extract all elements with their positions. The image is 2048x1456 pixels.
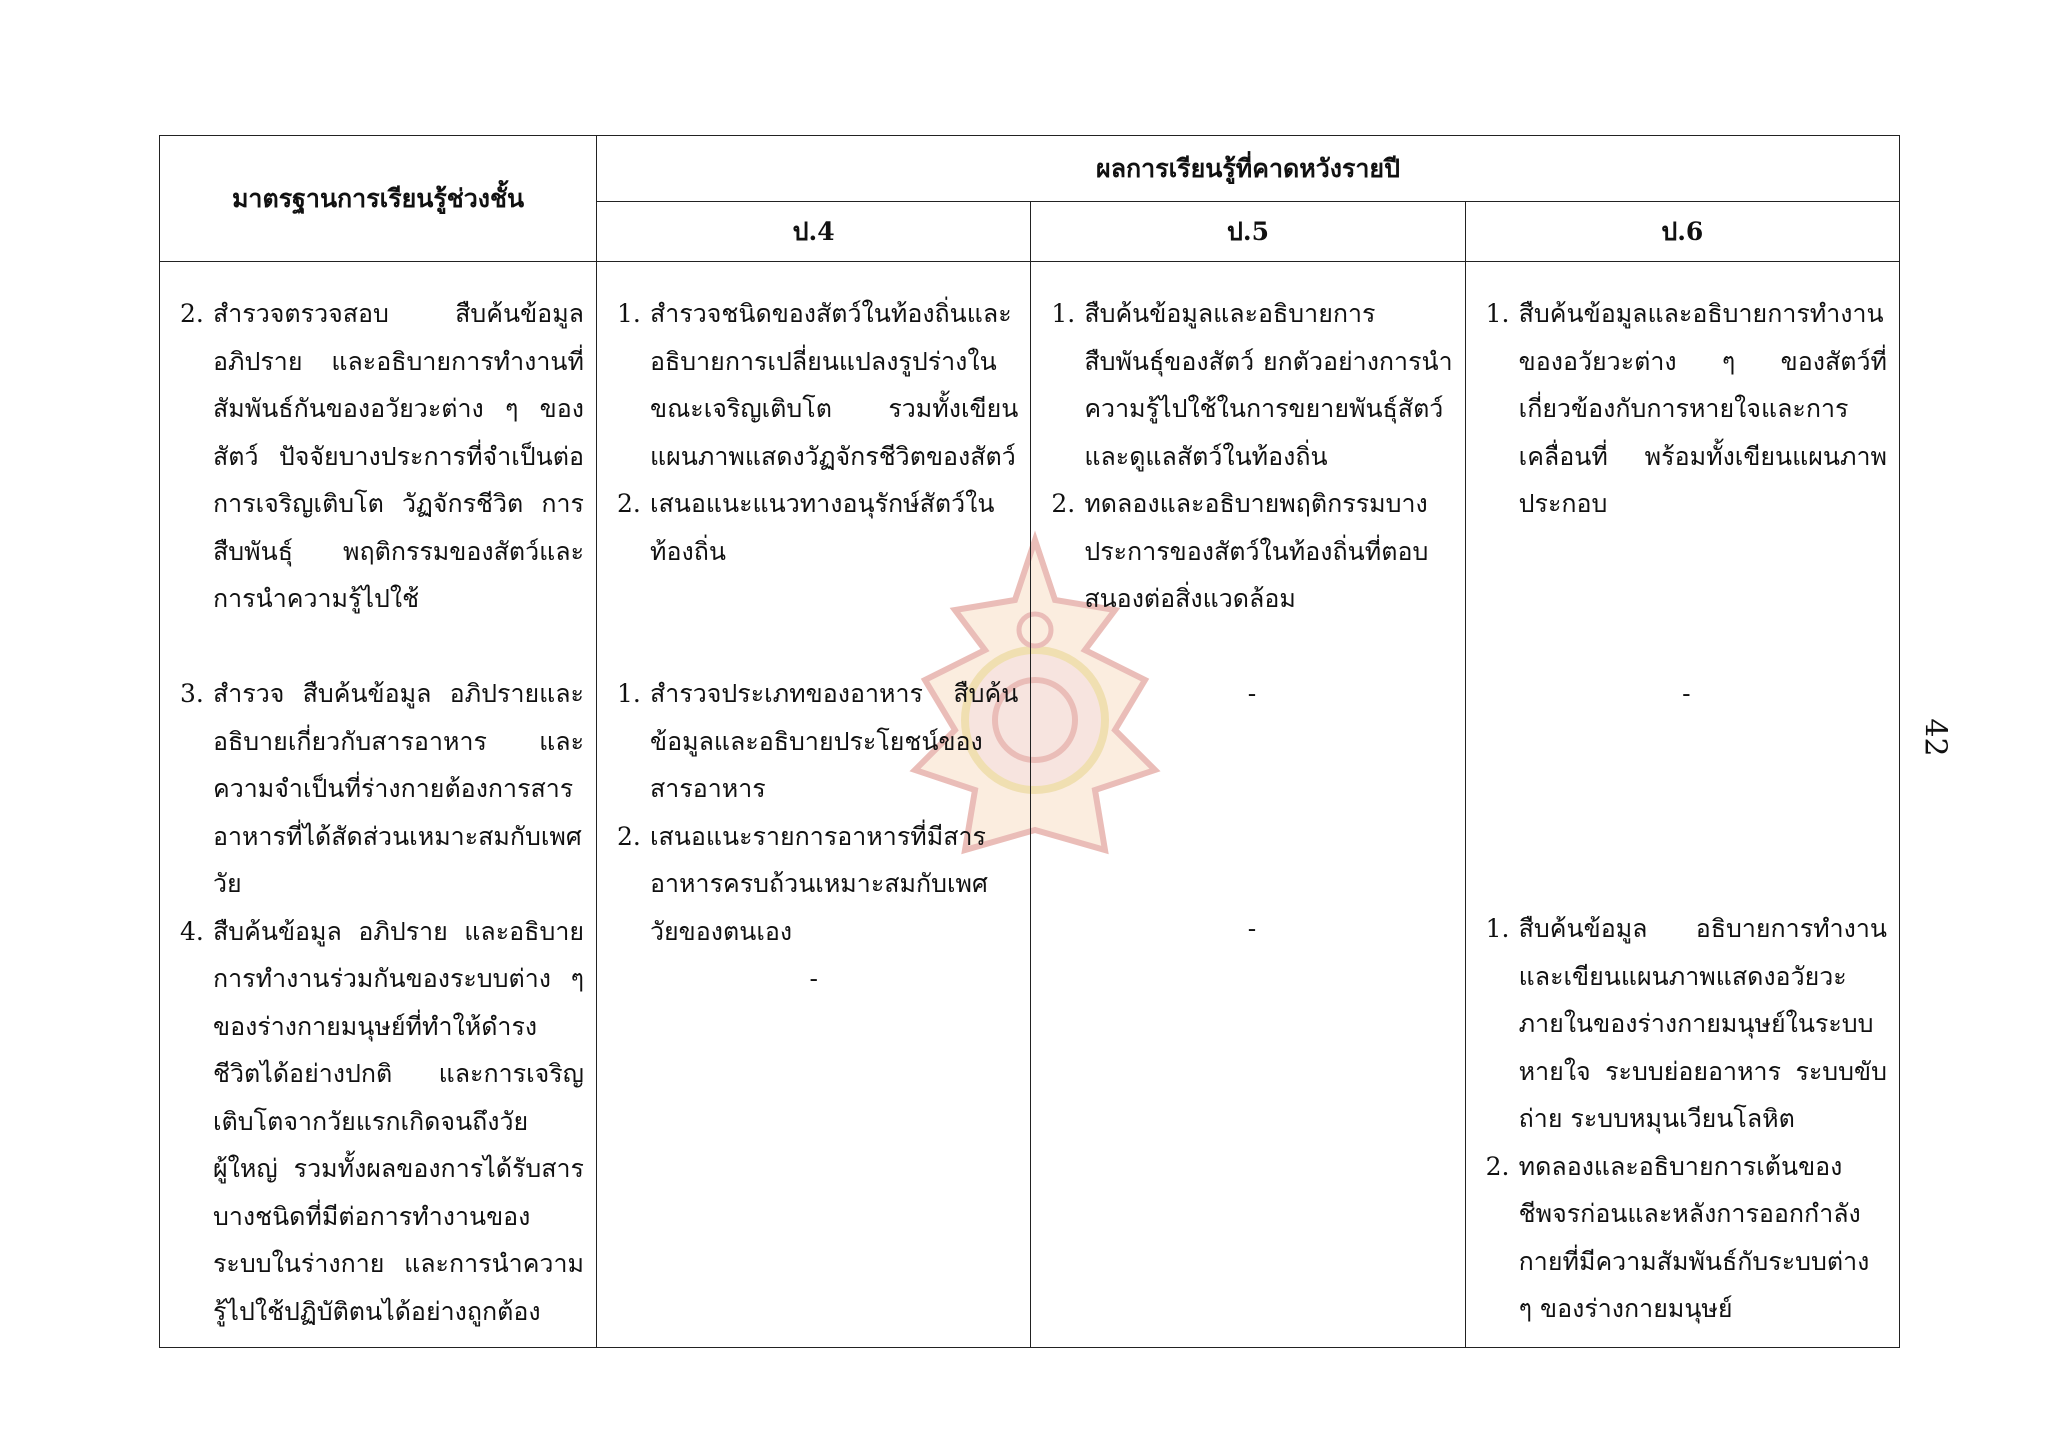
header-row-1 xyxy=(160,136,1900,202)
grade4-cell xyxy=(597,262,1031,1348)
item-text: สืบค้นข้อมูล อภิปราย และอธิบายการทำงานร่วมกันของระบบต่าง ๆ ของร่างกายมนุษย์ที่ทำให้ดำรงชีวิตได้อย่างปกติ และการเจริญเติบโตจากวัยแรกเกิดจนถึงวัยผู้ใหญ่ รวมทั้งผลของการได้รับสารบางชนิดที่มีต่อการทำงานของระบบในร่างกาย และการนำความรู้ไปใช้ปฏิบัติตนได้อย่างถูกต้อง xyxy=(213,916,584,1326)
item-text: สืบค้นข้อมูลและอธิบายการทำงานของอวัยวะต่าง ๆ ของสัตว์ที่เกี่ยวข้องกับการหายใจและการเคลื่อนที่ พร้อมทั้งเขียนแผนภาพประกอบ xyxy=(1518,299,1887,518)
item-number: 1. xyxy=(1051,299,1076,328)
item-number: 1. xyxy=(1485,914,1510,943)
p4-row-4-dash: - xyxy=(809,964,818,993)
page-number: 42 xyxy=(1917,718,1953,757)
item-number: 4. xyxy=(180,916,204,946)
item-text: สืบค้นข้อมูล อธิบายการทำงาน และเขียนแผนภาพแสดงอวัยวะภายในของร่างกายมนุษย์ในระบบหายใจ ระบบย่อยอาหาร ระบบขับถ่าย ระบบหมุนเวียนโลหิต xyxy=(1518,914,1887,1133)
curriculum-table xyxy=(159,135,1900,1348)
p5-row-3-dash: - xyxy=(1247,679,1257,708)
item-number: 2. xyxy=(1051,489,1076,518)
item-number: 1. xyxy=(1485,299,1510,328)
item-number: 2. xyxy=(617,489,641,518)
p6-row-2 xyxy=(1486,290,1887,670)
item-text: เสนอแนะรายการอาหารที่มีสารอาหารครบถ้วนเหมาะสมกับเพศ วัยของตนเอง xyxy=(650,821,988,946)
grade5-cell xyxy=(1031,262,1465,1348)
grade6-cell xyxy=(1465,262,1899,1348)
p4-row-3 xyxy=(617,670,1018,955)
p6-row-4 xyxy=(1486,905,1887,1333)
standard-item-3 xyxy=(180,670,584,908)
p4-row-2 xyxy=(617,290,1018,670)
item-text: ทดลองและอธิบายการเต้นของชีพจรก่อนและหลังการออกกำลังกายที่มีความสัมพันธ์กับระบบต่าง ๆ ของร่างกายมนุษย์ xyxy=(1518,1151,1870,1323)
grade4-header: ป.4 xyxy=(597,202,1031,262)
item-number: 2. xyxy=(180,299,204,328)
item-text: สำรวจตรวจสอบ สืบค้นข้อมูล อภิปราย และอธิบายการทำงานที่สัมพันธ์กันของอวัยวะต่าง ๆ ของสัตว์ ปัจจัยบางประการที่จำเป็นต่อการเจริญเติบโต วัฏจักรชีวิต การสืบพันธุ์ พฤติกรรมของสัตว์และการนำความรู้ไปใช้ xyxy=(213,299,584,613)
standards-cell xyxy=(160,262,597,1348)
grade5-header: ป.5 xyxy=(1031,202,1465,262)
p5-row-4-dash: - xyxy=(1247,914,1257,943)
item-number: 1. xyxy=(617,299,641,328)
item-number: 3. xyxy=(180,679,204,708)
content-row xyxy=(160,262,1900,1348)
item-number: 1. xyxy=(617,679,641,708)
outcomes-column-header: ผลการเรียนรู้ที่คาดหวังรายปี xyxy=(597,136,1900,202)
item-number: 2. xyxy=(617,821,641,851)
grade6-header: ป.6 xyxy=(1465,202,1899,262)
standard-column-header: มาตรฐานการเรียนรู้ช่วงชั้น xyxy=(160,136,597,262)
p5-row-2 xyxy=(1051,290,1452,670)
item-number: 2. xyxy=(1485,1151,1510,1181)
p6-row-3-dash: - xyxy=(1682,679,1691,708)
item-text: สำรวจ สืบค้นข้อมูล อภิปรายและอธิบายเกี่ยวกับสารอาหาร และความจำเป็นที่ร่างกายต้องการสารอาหารที่ได้สัดส่วนเหมาะสมกับเพศ วัย xyxy=(213,679,584,898)
standard-item-4 xyxy=(180,908,584,1336)
standard-item-2 xyxy=(180,290,584,670)
item-text: สำรวจประเภทของอาหาร สืบค้นข้อมูลและอธิบายประโยชน์ของสารอาหาร xyxy=(650,679,1019,803)
item-text: ทดลองและอธิบายพฤติกรรมบางประการของสัตว์ในท้องถิ่นที่ตอบสนองต่อสิ่งแวดล้อม xyxy=(1084,489,1429,613)
item-text: สำรวจชนิดของสัตว์ในท้องถิ่นและอธิบายการเปลี่ยนแปลงรูปร่างในขณะเจริญเติบโต รวมทั้งเขียนแผนภาพแสดงวัฏจักรชีวิตของสัตว์ xyxy=(650,299,1019,471)
curriculum-grid xyxy=(159,135,1900,1348)
item-text: เสนอแนะแนวทางอนุรักษ์สัตว์ในท้องถิ่น xyxy=(650,489,995,566)
item-text: สืบค้นข้อมูลและอธิบายการสืบพันธุ์ของสัตว์ ยกตัวอย่างการนำความรู้ไปใช้ในการขยายพันธุ์สัตว์ และดูแลสัตว์ในท้องถิ่น xyxy=(1084,299,1453,471)
